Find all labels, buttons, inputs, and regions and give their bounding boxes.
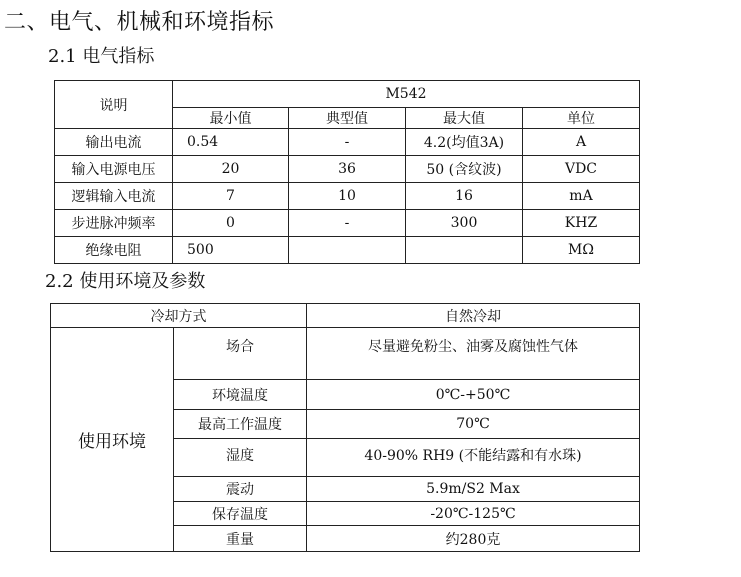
table-row [55, 156, 640, 183]
cell-min: 0.54 [173, 129, 289, 156]
env-label: 使用环境 [51, 328, 174, 552]
table-row [51, 328, 640, 380]
environment-spec-table [50, 303, 640, 552]
cell-typ [289, 237, 406, 264]
row-label: 湿度 [174, 439, 307, 477]
row-label: 输入电源电压 [55, 156, 173, 183]
col-header-typ: 典型值 [289, 108, 406, 129]
cell-min: 20 [173, 156, 289, 183]
row-value: 70℃ [307, 410, 640, 439]
cell-min: 7 [173, 183, 289, 210]
cell-unit: MΩ [523, 237, 640, 264]
cell-min: 0 [173, 210, 289, 237]
cooling-label: 冷却方式 [51, 304, 307, 328]
row-value: 5.9m/S2 Max [307, 477, 640, 502]
cell-unit: VDC [523, 156, 640, 183]
desc-header: 说明 [55, 81, 173, 129]
table-row [55, 237, 640, 264]
row-value: 尽量避免粉尘、油雾及腐蚀性气体 [307, 328, 640, 380]
row-label: 重量 [174, 526, 307, 552]
row-value: 0℃-+50℃ [307, 380, 640, 410]
subsection-title-environment: 2.2 使用环境及参数 [45, 271, 206, 292]
col-header-min: 最小值 [173, 108, 289, 129]
subsection-title-electrical: 2.1 电气指标 [48, 46, 155, 67]
cell-typ: 36 [289, 156, 406, 183]
row-label: 震动 [174, 477, 307, 502]
cell-max: 50 (含纹波) [406, 156, 523, 183]
cell-typ: - [289, 210, 406, 237]
cell-max: 300 [406, 210, 523, 237]
table-row [55, 129, 640, 156]
col-header-max: 最大值 [406, 108, 523, 129]
row-label: 输出电流 [55, 129, 173, 156]
cell-typ: 10 [289, 183, 406, 210]
row-label: 最高工作温度 [174, 410, 307, 439]
cell-max [406, 237, 523, 264]
cell-max: 4.2(均值3A) [406, 129, 523, 156]
row-label: 绝缘电阻 [55, 237, 173, 264]
cell-min: 500 [173, 237, 289, 264]
cooling-value: 自然冷却 [307, 304, 640, 328]
row-label: 步进脉冲频率 [55, 210, 173, 237]
section-title: 二、电气、机械和环境指标 [4, 10, 275, 35]
row-value: 约280克 [307, 526, 640, 552]
row-label: 保存温度 [174, 502, 307, 526]
electrical-spec-table [54, 80, 640, 264]
table-row [55, 183, 640, 210]
row-label: 环境温度 [174, 380, 307, 410]
row-label: 逻辑输入电流 [55, 183, 173, 210]
cell-typ: - [289, 129, 406, 156]
cell-unit: A [523, 129, 640, 156]
col-header-unit: 单位 [523, 108, 640, 129]
cell-unit: KHZ [523, 210, 640, 237]
cell-unit: mA [523, 183, 640, 210]
row-label: 场合 [174, 328, 307, 380]
model-header: M542 [173, 81, 640, 108]
cell-max: 16 [406, 183, 523, 210]
table-row [55, 210, 640, 237]
row-value: 40-90% RH9 (不能结露和有水珠) [307, 439, 640, 477]
row-value: -20℃-125℃ [307, 502, 640, 526]
